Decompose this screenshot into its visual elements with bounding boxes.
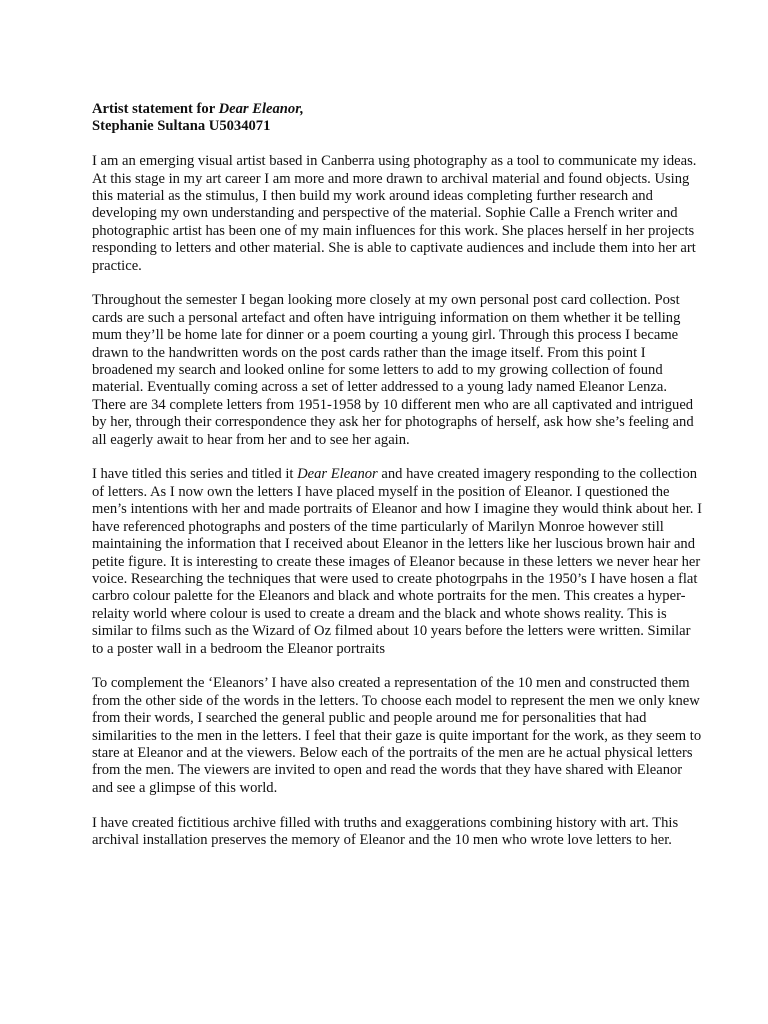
heading-block [92, 101, 702, 136]
document-page [92, 101, 702, 867]
paragraph-3-rest: and have created imagery responding to the collection of letters. As I now own the letters I have placed myself in the position of Eleanor. I questioned the men’s intentions with her and made portraits of Eleanor and how I imagine they would think about her. I have referenced photographs and posters of the time particularly of Marilyn Monroe however still maintaining the information that I received about Eleanor in the letters like her luscious brown hair and petite figure. It is interesting to create these images of Eleanor because in these letters we never hear her voice. Researching the techniques that were used to create photogrpahs in the 1950’s I have hosen a flat carbro colour palette for the Eleanors and black and whote portraits for the men. This creates a hyper-relaity world where colour is used to create a dream and the black and whote shows reality. This is similar to films such as the Wizard of Oz filmed about 10 years before the letters were written. Similar to a poster wall in a bedroom the Eleanor portraits [92, 466, 702, 657]
paragraph-2: Throughout the semester I began looking more closely at my own personal post card collection. Post cards are such a personal artefact and often have intriguing information on them whether it be telling mum they’ll be home late for dinner or a poem courting a young girl. Through this process I became drawn to the handwritten words on the post cards rather than the image itself. From this point I broadened my search and looked online for some letters to add to my growing collection of found material. Eventually coming across a set of letter addressed to a young lady named Eleanor Lenza. There are 34 complete letters from 1951-1958 by 10 different men who are all captivated and intrigued by her, through their correspondence they ask her for photographs of herself, ask how she’s feeling and all eagerly await to hear from her and to see her again. [92, 292, 694, 448]
paragraph-3 [92, 466, 702, 657]
paragraph-3-italic: Dear Eleanor [297, 466, 378, 483]
paragraph-5: I have created fictitious archive filled with truths and exaggerations combining history with art. This archival installation preserves the memory of Eleanor and the 10 men who wrote love letters to her. [92, 814, 679, 848]
paragraph-3-prefix: I have titled this series and titled it [92, 466, 298, 483]
title-italic: Dear Eleanor, [218, 101, 304, 117]
author-line: Stephanie Sultana U5034071 [92, 118, 271, 135]
document-title [92, 101, 702, 118]
title-prefix: Artist statement for [92, 101, 219, 117]
paragraph-1: I am an emerging visual artist based in Canberra using photography as a tool to communicate my ideas. At this stage in my art career I am more and more drawn to archival material and found objects. Using this material as the stimulus, I then build my work around ideas completing further research and developing my own understanding and perspective of the material. Sophie Calle a French writer and photographic artist has been one of my main influences for this work. She places herself in her projects responding to letters and other material. She is able to captivate audiences and include them into her art practice. [92, 153, 697, 274]
paragraph-4: To complement the ‘Eleanors’ I have also created a representation of the 10 men and constructed them from the other side of the words in the letters. To choose each model to represent the men we only knew from their words, I searched the general public and people around me for personalities that had similarities to the men in the letters. I feel that their gaze is quite important for the work, as they seem to stare at Eleanor and at the viewers. Below each of the portraits of the men are he actual physical letters from the men. The viewers are invited to open and read the words that they have shared with Eleanor and see a glimpse of this world. [92, 675, 702, 796]
